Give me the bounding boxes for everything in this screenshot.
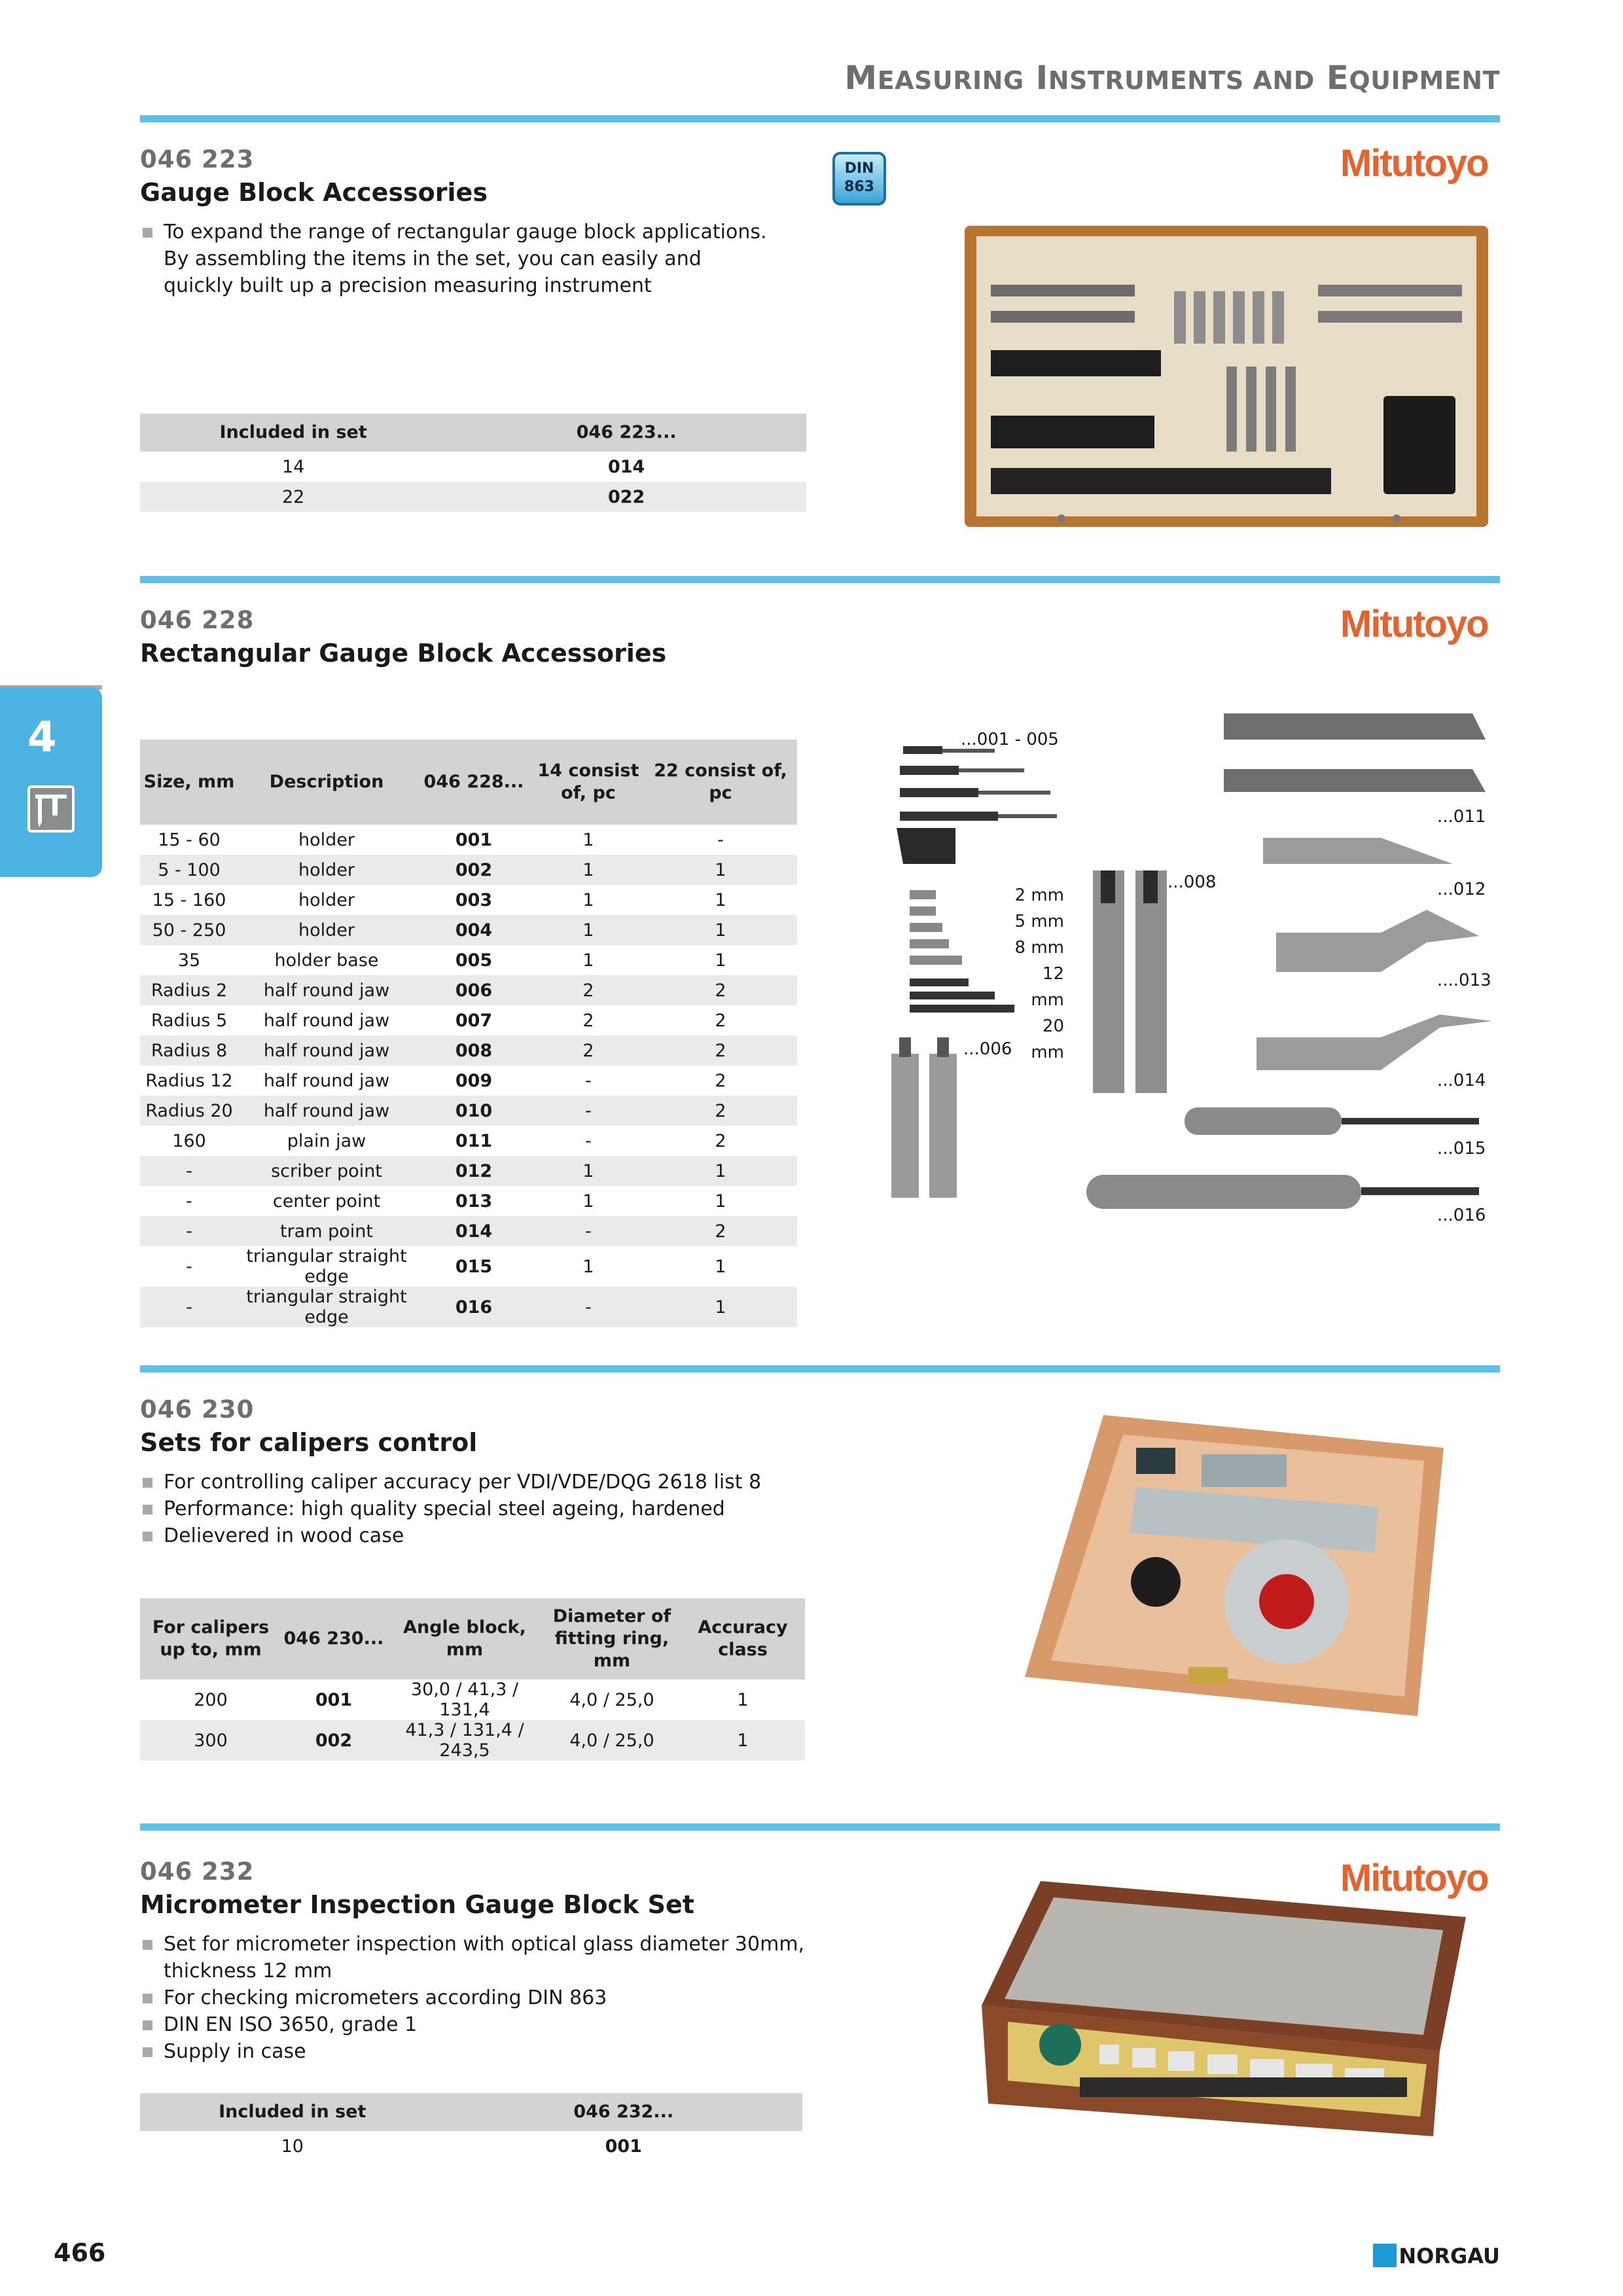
table-row: 14 014: [281, 456, 645, 477]
label-012: ...012: [1437, 880, 1486, 899]
col-code: 046 230...: [281, 1598, 386, 1679]
feature-item: Performance: high quality special steel ageing, hardened: [140, 1496, 860, 1522]
mitutoyo-logo: Mitutoyo: [1340, 142, 1488, 185]
feature-item: For controlling caliper accuracy per VDI/VDE/DQG 2618 list 8: [140, 1469, 860, 1496]
mitutoyo-logo: Mitutoyo: [1340, 1857, 1488, 1899]
section-rule-2: [140, 576, 1500, 583]
feature-item: Set for micrometer inspection with optical glass diameter 30mm, thickness 12 mm: [140, 1931, 821, 1984]
feature-item: DIN EN ISO 3650, grade 1: [140, 2011, 821, 2038]
jaw-size-list: 2 mm 5 mm 8 mm 12 mm 20 mm: [1014, 886, 1064, 1062]
feature-list-046232: [140, 1931, 821, 2065]
accessories-illustration: [883, 707, 1499, 1244]
col-14-consist: 14 consist of, pc: [533, 740, 644, 825]
product-code-046232: 046 232: [140, 1857, 255, 1886]
table-row: 300 002 41,3 / 131,4 / 243,5 4,0 / 25,0 1: [140, 1720, 805, 1761]
col-fitting-ring: Diameter of fitting ring, mm: [543, 1598, 681, 1679]
din-863-badge: DIN 863: [832, 152, 886, 206]
table-046230: [140, 1598, 805, 1761]
table-row: Radius 5 half round jaw 007 2 2: [151, 1010, 726, 1031]
col-included: Included in set: [140, 414, 446, 452]
table-row: 200 001 30,0 / 41,3 / 131,4 4,0 / 25,0 1: [194, 1679, 749, 1720]
feature-item: Supply in case: [140, 2038, 821, 2065]
table-row: - triangular straight edge 016 - 1: [140, 1287, 797, 1327]
mitutoyo-logo: Mitutoyo: [1340, 603, 1488, 645]
col-code: 046 223...: [446, 414, 806, 452]
table-046223: [140, 414, 806, 512]
label-008: ...008: [1168, 872, 1217, 892]
label-001-005: ...001 - 005: [961, 730, 1059, 749]
table-row: 35 holder base 005 1 1: [177, 950, 726, 971]
label-016: ...016: [1437, 1206, 1486, 1225]
table-row: - center point 013 1 1: [186, 1191, 726, 1211]
table-row: 5 - 100 holder 002 1 1: [140, 855, 797, 885]
col-accuracy-class: Accuracy class: [681, 1598, 805, 1679]
table-row: 50 - 250 holder 004 1 1: [140, 915, 797, 945]
table-row: - tram point 014 - 2: [140, 1216, 797, 1246]
gauge-block-accessories-photo: [965, 226, 1488, 530]
col-included: Included in set: [140, 2093, 445, 2131]
col-22-consist: 22 consist of, pc: [644, 740, 797, 825]
table-row: Radius 20 half round jaw 010 - 2: [140, 1096, 797, 1126]
label-013: ....013: [1437, 971, 1491, 990]
feature-item: To expand the range of rectangular gauge block applications. By assembling the items in the set, you can easily and quickly built up a precision measuring instrument: [140, 219, 775, 299]
table-row: 10 001: [281, 2136, 642, 2157]
table-row: - triangular straight edge 015 1 1: [186, 1246, 726, 1287]
product-code-046228: 046 228: [140, 606, 255, 634]
feature-list-046230: [140, 1469, 860, 1549]
micrometer-gauge-block-set-photo: [982, 1881, 1479, 2149]
section-rule-4: [140, 1823, 1500, 1831]
chapter-number: 4: [27, 713, 57, 762]
caliper-icon: [27, 785, 75, 833]
table-row: 160 plain jaw 011 - 2: [172, 1130, 726, 1151]
product-title-rectangular-gauge-block-accessories: Rectangular Gauge Block Accessories: [140, 639, 667, 668]
table-046228: [140, 740, 797, 1327]
label-011: ...011: [1437, 807, 1486, 827]
table-row: - scriber point 012 1 1: [140, 1156, 797, 1186]
product-title-sets-for-calipers-control: Sets for calipers control: [140, 1428, 478, 1457]
product-title-gauge-block-accessories: Gauge Block Accessories: [140, 178, 488, 207]
table-row: Radius 12 half round jaw 009 - 2: [145, 1070, 726, 1091]
page-number: 466: [54, 2238, 106, 2267]
feature-item: For checking micrometers according DIN 863: [140, 1984, 821, 2011]
product-code-046223: 046 223: [140, 145, 255, 173]
col-code: 046 228...: [415, 740, 533, 825]
table-046232: [140, 2093, 802, 2161]
col-code: 046 232...: [445, 2093, 802, 2131]
product-title-micrometer-inspection-gauge-block-set: Micrometer Inspection Gauge Block Set: [140, 1890, 694, 1919]
table-row: 22 022: [140, 482, 806, 512]
product-code-046230: 046 230: [140, 1395, 255, 1424]
norgau-logo-mark: [1373, 2244, 1397, 2267]
label-015: ...015: [1437, 1139, 1486, 1158]
table-row: 15 - 160 holder 003 1 1: [152, 889, 726, 910]
page-header: MEASURING INSTRUMENTS AND EQUIPMENT: [844, 59, 1500, 97]
table-row: Radius 2 half round jaw 006 2 2: [140, 975, 797, 1005]
col-angle-block: Angle block, mm: [386, 1598, 543, 1679]
feature-item: Delievered in wood case: [140, 1522, 860, 1549]
section-rule-1: [140, 115, 1500, 122]
label-014: ...014: [1437, 1071, 1486, 1090]
label-006: ...006: [963, 1039, 1012, 1059]
section-rule-3: [140, 1365, 1500, 1372]
norgau-logo-text: NORGAU: [1399, 2244, 1500, 2269]
feature-list-046223: [140, 219, 775, 299]
calipers-control-set-photo: [1025, 1408, 1483, 1729]
col-calipers-up-to: For calipers up to, mm: [140, 1598, 281, 1679]
col-description: Description: [238, 740, 415, 825]
col-size: Size, mm: [140, 740, 238, 825]
table-row: 15 - 60 holder 001 1 -: [158, 829, 724, 850]
table-row: Radius 8 half round jaw 008 2 2: [140, 1035, 797, 1066]
